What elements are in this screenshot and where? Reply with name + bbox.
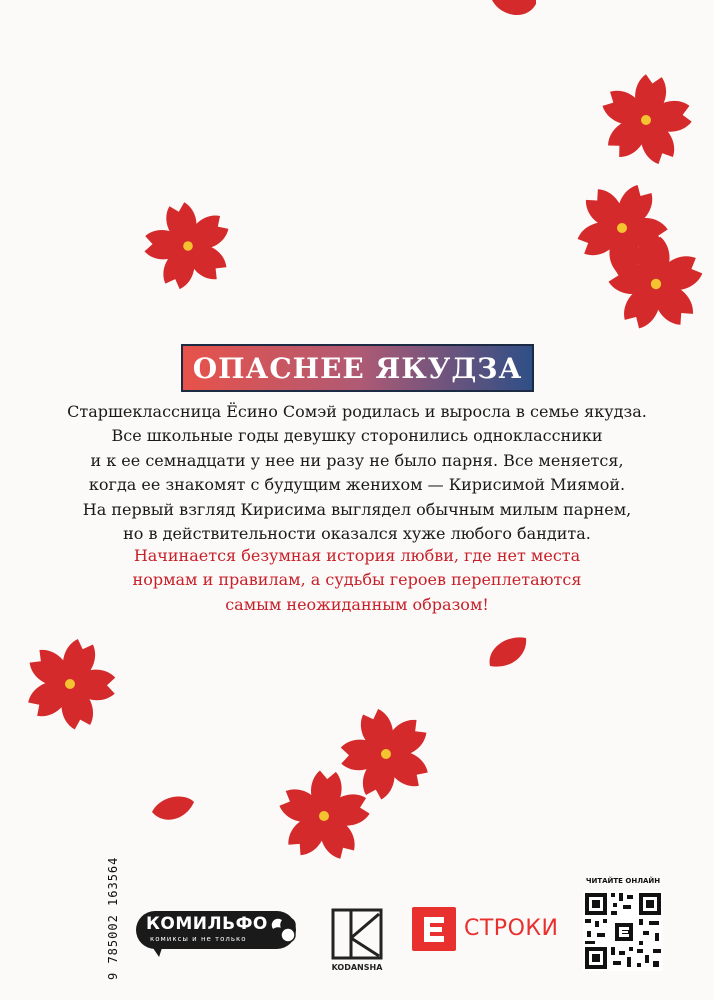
tagline-line: самым неожиданным образом! (225, 594, 489, 614)
sakura-flower-icon (604, 232, 708, 336)
synopsis-line: На первый взгляд Кирисима выглядел обычным милым парнем, (82, 499, 632, 519)
qr-label: ЧИТАЙТЕ ОНЛАЙН (585, 877, 661, 885)
synopsis-line: и к ее семнадцати у нее ни разу не было парня. Все меняется, (90, 450, 624, 470)
clover-icon (268, 915, 298, 945)
isbn-number (106, 856, 126, 980)
tagline-line: нормам и правилам, а судьбы героев переплетаются (132, 570, 582, 590)
qr-code-block (583, 877, 663, 977)
sakura-flower-icon (20, 634, 120, 734)
sakura-flower-icon (140, 198, 236, 294)
synopsis-line: Все школьные годы девушку сторонились одноклассники (111, 426, 603, 446)
publisher-name: КОМИЛЬФО (146, 914, 268, 934)
isbn-text: 9 785002 163564 (106, 856, 120, 980)
tagline-line: Начинается безумная история любви, где нет места (133, 546, 581, 565)
kodansha-label: KODANSHA (331, 963, 383, 972)
synopsis-line: когда ее знакомят с будущим женихом — Кирисимой Миямой. (88, 475, 626, 495)
sakura-flower-icon (274, 766, 374, 866)
stroki-label: СТРОКИ (464, 916, 559, 941)
publisher-subtitle: комиксы и не только (150, 935, 247, 943)
petal-icon (490, 0, 538, 20)
sakura-flower-icon (596, 70, 696, 170)
publisher-logo-komilfo (136, 911, 298, 959)
book-title: ОПАСНЕЕ ЯКУДЗА (192, 351, 523, 385)
kodansha-mark-icon (331, 908, 383, 960)
synopsis-line: но в действительности оказался хуже любого бандита. (123, 524, 591, 544)
petal-icon (486, 634, 530, 672)
stroki-e-icon (412, 907, 456, 951)
speech-bubble-tail (151, 945, 165, 957)
synopsis-line: Старшеклассница Ёсино Сомэй родилась и выросла в семье якудза. (67, 402, 647, 421)
book-title-banner (181, 344, 534, 392)
kodansha-logo (331, 908, 383, 978)
synopsis (40, 400, 674, 546)
qr-code-icon (583, 891, 663, 971)
tagline (40, 544, 674, 617)
stroki-mark (412, 907, 456, 951)
petal-icon (150, 792, 196, 826)
